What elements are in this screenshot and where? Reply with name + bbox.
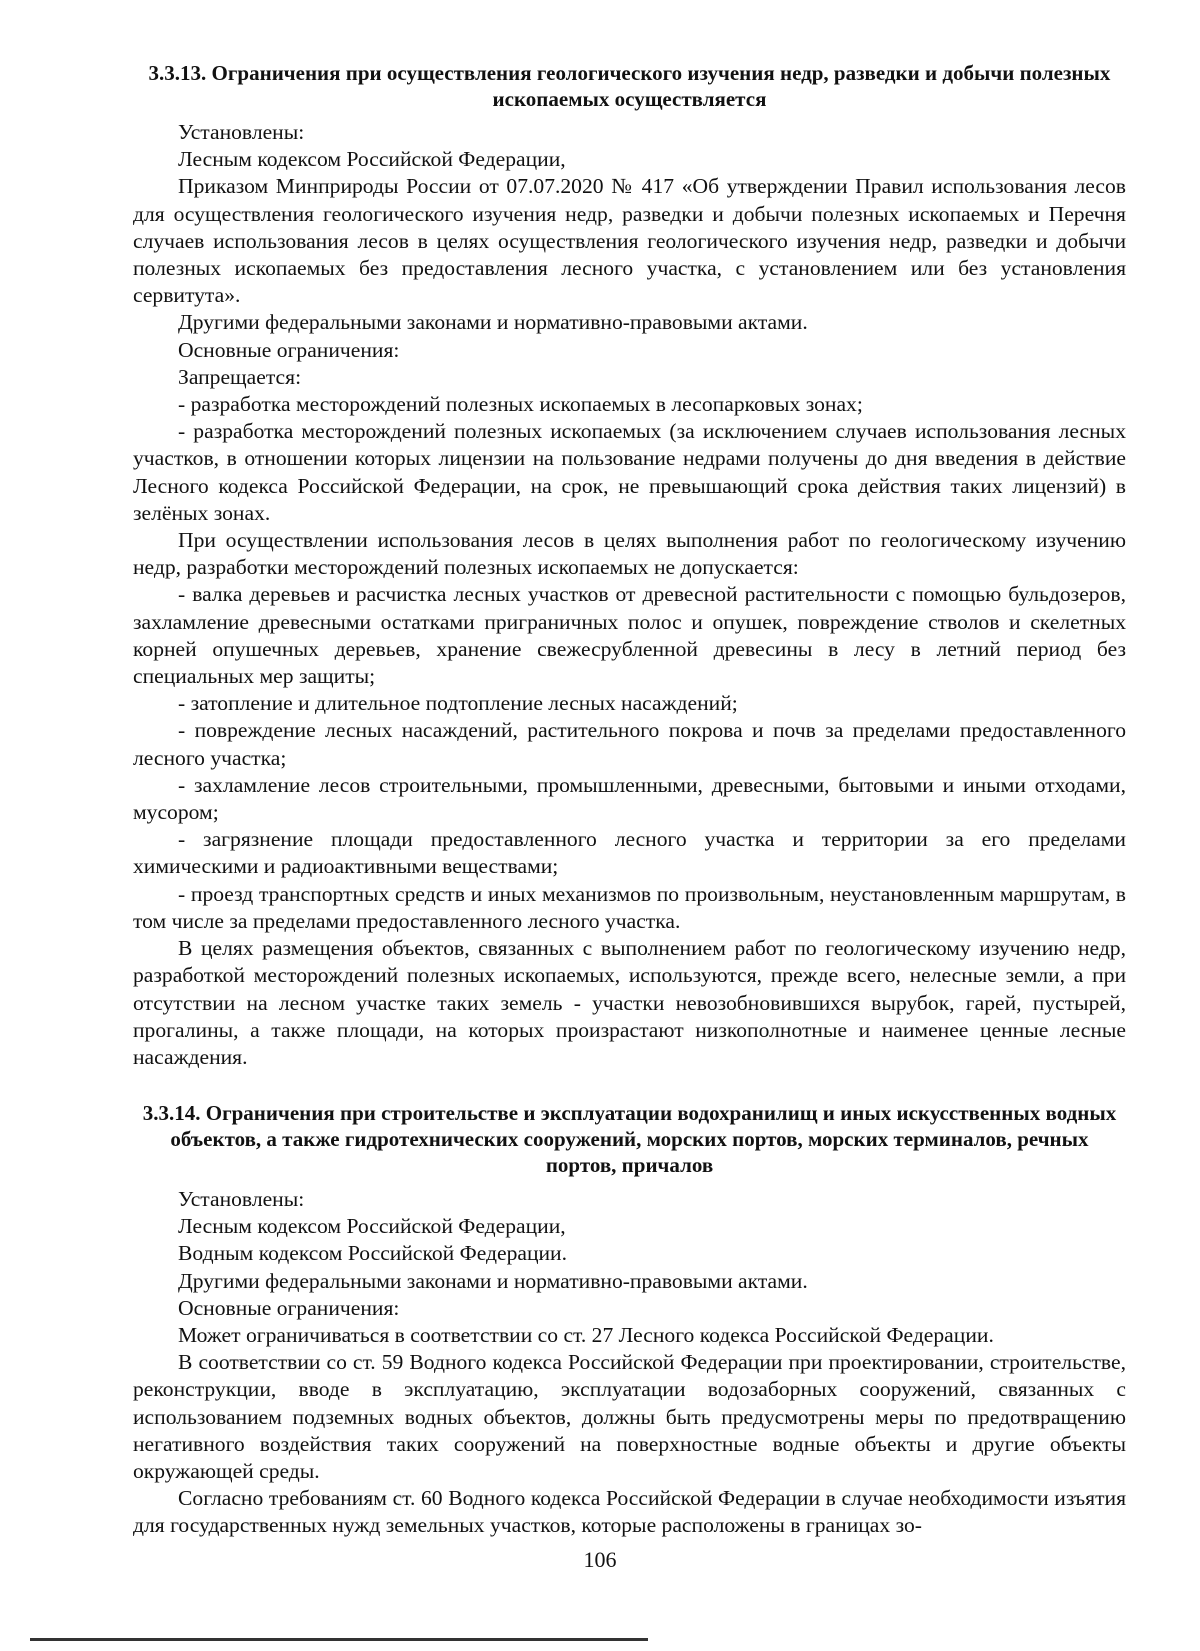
paragraph: В целях размещения объектов, связанных с выполнением работ по геологическому изучению недр, разработкой месторождений полезных ископаемых, используются, прежде всего, нелесные земли, а при отсутствии на лесном участке таких земель - участки невозобновившихся вырубок, гарей, пустырей, прогалины, а также площади, на которых произрастают низкополнотные и наименее ценные лесные насаждения. xyxy=(133,936,1126,1069)
page-number: 106 xyxy=(583,1547,617,1572)
paragraph: Основные ограничения: xyxy=(178,1295,400,1320)
paragraph: Запрещается: xyxy=(178,364,302,389)
paragraph: Может ограничиваться в соответствии со ст. 27 Лесного кодекса Российской Федерации. xyxy=(178,1323,994,1348)
paragraph: При осуществлении использования лесов в целях выполнения работ по геологическому изучению недр, разработки месторождений полезных ископаемых не допускается: xyxy=(133,528,1126,580)
section-body xyxy=(133,1186,1126,1540)
paragraph: Установлены: xyxy=(178,120,305,144)
list-item: - разработка месторождений полезных ископаемых (за исключением случаев использования лесных участков, в отношении которых лицензии на пользование недрами получены до дня введения в действие Лесного кодекса Российской Федерации, на срок, не превышающий срока действия таких лицензий) в зелёных зонах. xyxy=(133,419,1126,525)
paragraph: Согласно требованиям ст. 60 Водного кодекса Российской Федерации в случае необходимости изъятия для государственных нужд земельных участков, которые расположены в границах зо- xyxy=(133,1486,1126,1538)
paragraph: Приказом Минприроды России от 07.07.2020 № 417 «Об утверждении Правил использования лесов для осуществления геологического изучения недр, разведки и добычи полезных ископаемых и Перечня случаев использования лесов в целях осуществления геологического изучения недр, разведки и добычи полезных ископаемых без предоставления лесного участка, с установлением или без установления сервитута». xyxy=(133,174,1126,308)
paragraph: Другими федеральными законами и нормативно-правовыми актами. xyxy=(178,1268,808,1293)
list-item: - разработка месторождений полезных ископаемых в лесопарковых зонах; xyxy=(178,392,863,417)
list-item: - проезд транспортных средств и иных механизмов по произвольным, неустановленным маршрутам, в том числе за пределами предоставленного лесного участка. xyxy=(133,881,1126,933)
paragraph: Установлены: xyxy=(178,1187,305,1211)
paragraph: Другими федеральными законами и нормативно-правовыми актами. xyxy=(178,310,808,335)
list-item: - захламление лесов строительными, промышленными, древесными, бытовыми и иными отходами, мусором; xyxy=(133,772,1126,825)
list-item: - загрязнение площади предоставленного лесного участка и территории за его пределами химическими и радиоактивными веществами; xyxy=(133,827,1126,879)
paragraph: Лесным кодексом Российской Федерации, xyxy=(178,1214,566,1239)
section-body xyxy=(133,119,1126,1071)
paragraph: Водным кодексом Российской Федерации. xyxy=(178,1241,568,1266)
list-item: - валка деревьев и расчистка лесных участков от древесной растительности с помощью бульдозеров, захламление древесными остатками приграничных полос и опушек, повреждение стволов и скелетных корней опушечных деревьев, хранение свежесрубленной древесины в лесу в летний период без специальных мер защиты; xyxy=(133,582,1126,689)
section-3-3-14 xyxy=(133,1100,1126,1540)
list-item: - затопление и длительное подтопление лесных насаждений; xyxy=(178,691,738,716)
list-item: - повреждение лесных насаждений, растительного покрова и почв за пределами предоставленного лесного участка; xyxy=(133,718,1126,770)
section-heading: 3.3.14. Ограничения при строительстве и эксплуатации водохранилищ и иных искусственных водных объектов, а также гидротехнических сооружений, морских портов, морских терминалов, речных портов, причалов xyxy=(142,1101,1117,1177)
paragraph: Основные ограничения: xyxy=(178,337,400,362)
paragraph: Лесным кодексом Российской Федерации, xyxy=(178,147,566,172)
paragraph: В соответствии со ст. 59 Водного кодекса Российской Федерации при проектировании, строительстве, реконструкции, вводе в эксплуатацию, эксплуатации водозаборных сооружений, связанных с использованием подземных водных объектов, должны быть предусмотрены меры по предотвращению негативного воздействия таких сооружений на поверхностные водные объекты и другие объекты окружающей среды. xyxy=(133,1350,1126,1484)
footer-rule xyxy=(30,1638,648,1641)
section-3-3-13 xyxy=(133,60,1126,1071)
section-heading: 3.3.13. Ограничения при осуществления геологического изучения недр, разведки и добычи полезных ископаемых осуществляется xyxy=(148,61,1111,111)
